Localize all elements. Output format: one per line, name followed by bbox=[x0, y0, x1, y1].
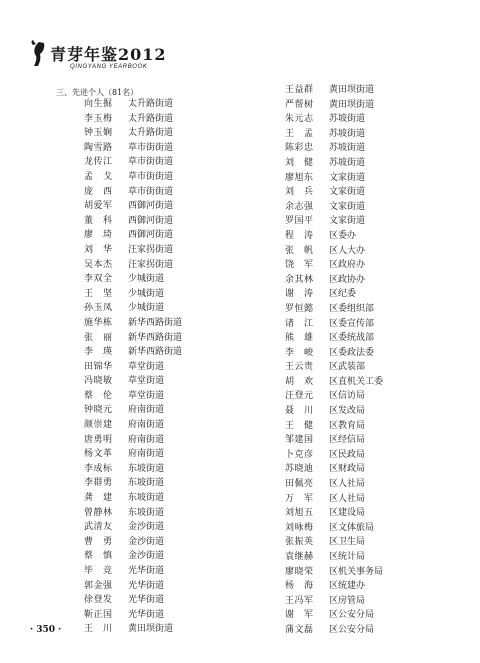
list-item bbox=[84, 549, 182, 564]
work-unit: 汪家拐街道 bbox=[128, 259, 174, 270]
work-unit: 金沙街道 bbox=[128, 522, 165, 533]
work-unit: 区统计局 bbox=[329, 552, 366, 562]
person-name: 刘 兵 bbox=[285, 187, 314, 198]
list-item bbox=[285, 477, 383, 492]
work-unit: 文家街道 bbox=[329, 201, 366, 212]
list-item bbox=[285, 594, 383, 609]
list-item bbox=[285, 623, 383, 638]
list-item bbox=[84, 272, 182, 287]
work-unit: 黄田坝街道 bbox=[329, 85, 375, 95]
person-name: 刘咏梅 bbox=[285, 522, 314, 533]
work-unit: 文家街道 bbox=[329, 187, 366, 198]
list-item bbox=[84, 622, 182, 637]
person-name: 罗国平 bbox=[285, 216, 314, 227]
work-unit: 光华街道 bbox=[128, 566, 165, 576]
list-item bbox=[84, 447, 182, 462]
list-item bbox=[285, 258, 383, 273]
work-unit: 区公安分局 bbox=[329, 624, 375, 635]
list-item bbox=[285, 419, 383, 434]
list-item bbox=[285, 127, 383, 142]
work-unit: 新华西路街道 bbox=[128, 317, 183, 328]
person-name: 曾静林 bbox=[84, 507, 113, 518]
work-unit: 太升路街道 bbox=[128, 128, 174, 139]
person-name: 聂 川 bbox=[285, 406, 314, 417]
work-unit: 区委宣传部 bbox=[329, 318, 375, 329]
person-name: 廖 琦 bbox=[84, 230, 113, 241]
list-item bbox=[84, 418, 182, 433]
list-item bbox=[285, 83, 383, 98]
person-name: 余志强 bbox=[285, 201, 314, 212]
work-unit: 区民政局 bbox=[329, 449, 366, 460]
work-unit: 草市街街道 bbox=[128, 157, 174, 168]
person-name: 李成标 bbox=[84, 463, 113, 474]
list-item bbox=[84, 535, 182, 550]
list-item bbox=[84, 491, 182, 506]
person-name: 胡 欢 bbox=[285, 376, 314, 387]
work-unit: 区武装部 bbox=[329, 362, 366, 373]
list-item bbox=[84, 476, 182, 491]
work-unit: 区卫生局 bbox=[329, 537, 366, 548]
work-unit: 草堂街道 bbox=[128, 361, 165, 372]
person-name: 程 涛 bbox=[285, 230, 314, 241]
person-name: 施华栋 bbox=[84, 317, 113, 328]
work-unit: 东坡街道 bbox=[128, 507, 165, 518]
list-item bbox=[84, 287, 182, 302]
list-item bbox=[84, 97, 182, 112]
person-name: 王云贵 bbox=[285, 362, 314, 373]
person-name: 廖旭东 bbox=[285, 172, 314, 183]
section-title: 三、先进个人（81名） bbox=[56, 88, 139, 97]
person-name: 孙玉凤 bbox=[84, 303, 113, 314]
person-name: 龙传江 bbox=[84, 157, 113, 168]
work-unit: 区经信局 bbox=[329, 435, 366, 446]
list-item bbox=[285, 433, 383, 448]
work-unit: 太升路街道 bbox=[128, 113, 174, 124]
person-name: 苏晓迪 bbox=[285, 464, 314, 475]
work-unit: 少城街道 bbox=[128, 288, 165, 299]
work-unit: 区建设局 bbox=[329, 508, 366, 519]
list-item bbox=[285, 565, 383, 580]
person-name: 饶 军 bbox=[285, 260, 314, 271]
work-unit: 区人大办 bbox=[329, 245, 366, 256]
person-name: 武清友 bbox=[84, 522, 113, 533]
list-item bbox=[84, 155, 182, 170]
work-unit: 东坡街道 bbox=[128, 478, 165, 489]
person-name: 罗恒懿 bbox=[285, 303, 314, 314]
list-item bbox=[84, 360, 182, 375]
list-item bbox=[84, 579, 182, 594]
person-name: 王 川 bbox=[84, 624, 113, 635]
work-unit: 区统建办 bbox=[329, 581, 366, 592]
list-item bbox=[285, 521, 383, 536]
person-name: 刘旭五 bbox=[285, 508, 314, 519]
work-unit: 区发改局 bbox=[329, 406, 366, 417]
list-item bbox=[84, 243, 182, 258]
list-item bbox=[84, 389, 182, 404]
work-unit: 东坡街道 bbox=[128, 463, 165, 474]
work-unit: 光华街道 bbox=[128, 595, 165, 606]
work-unit: 草堂街道 bbox=[128, 390, 165, 401]
person-name: 钟玉娴 bbox=[84, 128, 113, 139]
work-unit: 区公安分局 bbox=[329, 610, 375, 621]
yearbook-header bbox=[30, 36, 230, 80]
person-name: 汪登元 bbox=[285, 391, 314, 402]
person-name: 李 瑛 bbox=[84, 347, 113, 358]
list-item bbox=[84, 185, 182, 200]
work-unit: 草市街街道 bbox=[128, 186, 174, 197]
person-name: 毕 竞 bbox=[84, 566, 113, 576]
list-item bbox=[285, 448, 383, 463]
work-unit: 府南街道 bbox=[128, 405, 165, 416]
list-item bbox=[285, 156, 383, 171]
person-name: 陈彩忠 bbox=[285, 143, 314, 154]
person-name: 王 健 bbox=[285, 420, 314, 431]
list-item bbox=[285, 317, 383, 332]
work-unit: 区教育局 bbox=[329, 420, 366, 431]
work-unit: 汪家拐街道 bbox=[128, 244, 174, 255]
work-unit: 文家街道 bbox=[329, 172, 366, 183]
list-item bbox=[84, 564, 182, 579]
work-unit: 东坡街道 bbox=[128, 493, 165, 504]
person-name: 吴本杰 bbox=[84, 259, 113, 270]
person-name: 熊 雄 bbox=[285, 333, 314, 344]
person-name: 王 孟 bbox=[285, 128, 314, 139]
person-name: 龚 建 bbox=[84, 493, 113, 504]
work-unit: 区直机关工委 bbox=[329, 376, 384, 387]
person-name: 万 军 bbox=[285, 493, 314, 504]
person-name: 谢 涛 bbox=[285, 289, 314, 300]
person-name: 冯晓敏 bbox=[84, 376, 113, 387]
work-unit: 少城街道 bbox=[128, 303, 165, 314]
person-name: 唐勇明 bbox=[84, 434, 113, 445]
work-unit: 区委政法委 bbox=[329, 347, 375, 358]
person-name: 刘 华 bbox=[84, 244, 113, 255]
person-name: 李群勇 bbox=[84, 478, 113, 489]
list-item bbox=[285, 608, 383, 623]
person-name: 钟晓元 bbox=[84, 405, 113, 416]
list-item bbox=[285, 171, 383, 186]
work-unit: 区人社局 bbox=[329, 493, 366, 504]
list-item bbox=[84, 433, 182, 448]
person-name: 朱元志 bbox=[285, 114, 314, 125]
person-name: 董 科 bbox=[84, 215, 113, 226]
list-item bbox=[285, 229, 383, 244]
person-name: 田锦华 bbox=[84, 361, 113, 372]
list-item bbox=[285, 535, 383, 550]
person-name: 蒲文磊 bbox=[285, 624, 314, 635]
work-unit: 区委统战部 bbox=[329, 333, 375, 344]
work-unit: 西御河街道 bbox=[128, 201, 174, 212]
work-unit: 草市街街道 bbox=[128, 142, 174, 153]
work-unit: 区政府办 bbox=[329, 260, 366, 271]
work-unit: 区人社局 bbox=[329, 479, 366, 490]
person-name: 廖晓荣 bbox=[285, 566, 314, 577]
person-name: 曹 勇 bbox=[84, 536, 113, 547]
person-name: 蔡 伦 bbox=[84, 390, 113, 401]
list-item bbox=[84, 141, 182, 156]
list-item bbox=[285, 141, 383, 156]
person-name: 靳正国 bbox=[84, 609, 113, 620]
person-name: 王 坚 bbox=[84, 288, 113, 299]
person-name: 李玉梅 bbox=[84, 113, 113, 124]
person-name: 张 帆 bbox=[285, 245, 314, 256]
work-unit: 府南街道 bbox=[128, 434, 165, 445]
person-name: 张振英 bbox=[285, 537, 314, 548]
list-item bbox=[84, 403, 182, 418]
work-unit: 少城街道 bbox=[128, 274, 165, 285]
person-name: 杨 海 bbox=[285, 581, 314, 592]
work-unit: 黄田坝街道 bbox=[128, 624, 174, 635]
person-name: 杨文革 bbox=[84, 449, 113, 460]
list-item bbox=[285, 331, 383, 346]
list-item bbox=[84, 301, 182, 316]
work-unit: 西御河街道 bbox=[128, 230, 174, 241]
list-item bbox=[84, 608, 182, 623]
work-unit: 区委办 bbox=[329, 230, 357, 241]
list-item bbox=[84, 170, 182, 185]
list-item bbox=[84, 462, 182, 477]
list-item bbox=[285, 462, 383, 477]
work-unit: 苏坡街道 bbox=[329, 114, 366, 125]
list-item bbox=[84, 228, 182, 243]
list-item bbox=[285, 244, 383, 259]
work-unit: 金沙街道 bbox=[128, 536, 165, 547]
person-name: 刘 健 bbox=[285, 157, 314, 168]
work-unit: 新华西路街道 bbox=[128, 332, 183, 343]
page-number: · 350 · bbox=[30, 625, 62, 635]
work-unit: 区信访局 bbox=[329, 391, 366, 402]
work-unit: 区房管局 bbox=[329, 595, 366, 606]
list-item bbox=[84, 345, 182, 360]
person-name: 陶雪路 bbox=[84, 142, 113, 153]
list-item bbox=[285, 200, 383, 215]
work-unit: 草市街街道 bbox=[128, 171, 174, 182]
list-item bbox=[285, 579, 383, 594]
list-item bbox=[84, 199, 182, 214]
list-item bbox=[285, 214, 383, 229]
work-unit: 府南街道 bbox=[128, 449, 165, 460]
left-name-list bbox=[84, 97, 182, 637]
list-item bbox=[84, 112, 182, 127]
list-item bbox=[84, 126, 182, 141]
work-unit: 区财政局 bbox=[329, 464, 366, 475]
list-item bbox=[285, 389, 383, 404]
list-item bbox=[84, 374, 182, 389]
person-name: 田佩亮 bbox=[285, 479, 314, 490]
list-item bbox=[285, 302, 383, 317]
work-unit: 区文体旅局 bbox=[329, 522, 375, 533]
person-name: 王益群 bbox=[285, 85, 314, 95]
work-unit: 太升路街道 bbox=[128, 99, 174, 109]
list-item bbox=[285, 287, 383, 302]
list-item bbox=[285, 112, 383, 127]
person-name: 谢 军 bbox=[285, 610, 314, 621]
list-item bbox=[84, 593, 182, 608]
person-name: 李双全 bbox=[84, 274, 113, 285]
person-name: 袁继赫 bbox=[285, 552, 314, 562]
list-item bbox=[285, 404, 383, 419]
list-item bbox=[285, 492, 383, 507]
work-unit: 府南街道 bbox=[128, 420, 165, 431]
person-name: 严帮树 bbox=[285, 99, 314, 110]
person-name: 卜克彦 bbox=[285, 449, 314, 460]
work-unit: 区政协办 bbox=[329, 274, 366, 285]
person-name: 王冯军 bbox=[285, 595, 314, 606]
list-item bbox=[285, 273, 383, 288]
list-item bbox=[84, 506, 182, 521]
list-item bbox=[285, 375, 383, 390]
list-item bbox=[285, 185, 383, 200]
person-name: 诸 江 bbox=[285, 318, 314, 329]
right-name-list bbox=[285, 83, 383, 638]
person-name: 颜崇建 bbox=[84, 420, 113, 431]
person-name: 向生掘 bbox=[84, 99, 113, 109]
person-name: 张 丽 bbox=[84, 332, 113, 343]
list-item bbox=[84, 214, 182, 229]
list-item bbox=[84, 316, 182, 331]
person-name: 孟 戈 bbox=[84, 171, 113, 182]
list-item bbox=[285, 550, 383, 565]
list-item bbox=[285, 346, 383, 361]
work-unit: 西御河街道 bbox=[128, 215, 174, 226]
list-item bbox=[285, 506, 383, 521]
work-unit: 区纪委 bbox=[329, 289, 357, 300]
work-unit: 区委组织部 bbox=[329, 303, 375, 314]
person-name: 胡爱军 bbox=[84, 201, 113, 212]
work-unit: 文家街道 bbox=[329, 216, 366, 227]
work-unit: 草堂街道 bbox=[128, 376, 165, 387]
person-name: 李 峻 bbox=[285, 347, 314, 358]
list-item bbox=[285, 360, 383, 375]
list-item bbox=[84, 331, 182, 346]
work-unit: 光华街道 bbox=[128, 580, 165, 591]
person-name: 余其林 bbox=[285, 274, 314, 285]
list-item bbox=[84, 520, 182, 535]
person-name: 郭金强 bbox=[84, 580, 113, 591]
ox-logo-icon bbox=[30, 40, 48, 68]
work-unit: 新华西路街道 bbox=[128, 347, 183, 358]
work-unit: 光华街道 bbox=[128, 609, 165, 620]
work-unit: 区机关事务局 bbox=[329, 566, 384, 577]
person-name: 庞 西 bbox=[84, 186, 113, 197]
person-name: 徐登发 bbox=[84, 595, 113, 606]
list-item bbox=[285, 98, 383, 113]
header-subtitle: QINGYANG YEARBOOK bbox=[70, 64, 148, 70]
work-unit: 黄田坝街道 bbox=[329, 99, 375, 110]
person-name: 邹建国 bbox=[285, 435, 314, 446]
work-unit: 苏坡街道 bbox=[329, 157, 366, 168]
work-unit: 苏坡街道 bbox=[329, 128, 366, 139]
work-unit: 苏坡街道 bbox=[329, 143, 366, 154]
person-name: 蔡 慎 bbox=[84, 551, 113, 562]
list-item bbox=[84, 258, 182, 273]
work-unit: 金沙街道 bbox=[128, 551, 165, 562]
header-title: 青芽年鉴2012 bbox=[50, 45, 167, 64]
